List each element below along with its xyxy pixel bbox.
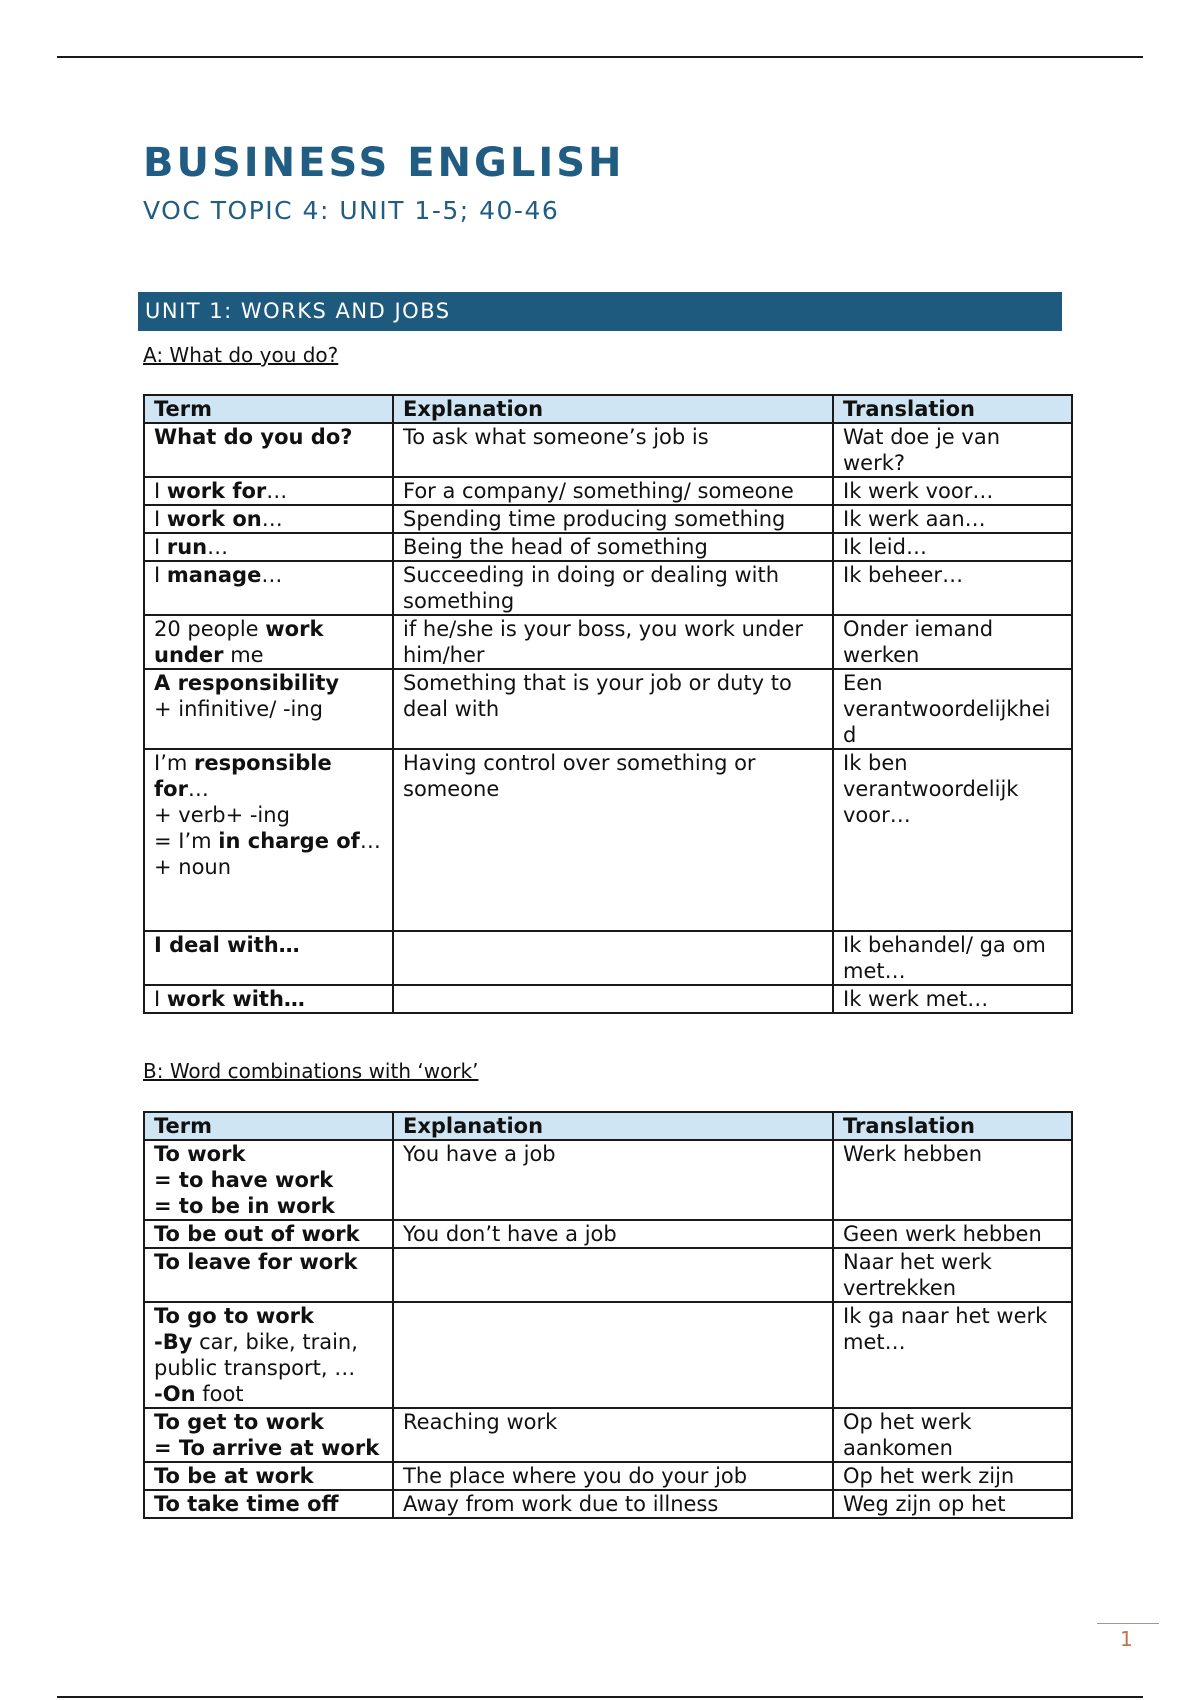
term-text: …: [187, 777, 209, 801]
term-cell: To be at work: [144, 1462, 393, 1490]
term-bold: = to be in work: [154, 1194, 335, 1218]
term-cell: To take time off: [144, 1490, 393, 1518]
explanation-cell: The place where you do your job: [393, 1462, 833, 1490]
explanation-cell: [393, 931, 833, 985]
translation-cell: Op het werk zijn: [833, 1462, 1072, 1490]
explanation-cell: Spending time producing something: [393, 505, 833, 533]
term-text: me: [223, 643, 264, 667]
translation-cell: Ik leid…: [833, 533, 1072, 561]
term-bold: responsible for: [154, 751, 332, 801]
table-header-row: [144, 1112, 1072, 1140]
section-b-table: [143, 1111, 1073, 1519]
table-row: [144, 1302, 1072, 1408]
term-text: = I’m: [154, 829, 219, 853]
term-cell: To be out of work: [144, 1220, 393, 1248]
table-row: [144, 1220, 1072, 1248]
term-text: I: [154, 563, 167, 587]
term-bold: -On: [154, 1382, 196, 1406]
table-header-row: [144, 395, 1072, 423]
table-row: [144, 931, 1072, 985]
term-text: I: [154, 479, 167, 503]
term-bold: in charge of: [218, 829, 360, 853]
explanation-cell: Having control over something or someone: [393, 749, 833, 931]
header-explanation: Explanation: [393, 1112, 833, 1140]
table-row: [144, 505, 1072, 533]
term-text: I: [154, 987, 167, 1011]
translation-cell: Weg zijn op het: [833, 1490, 1072, 1518]
term-text: …: [261, 563, 283, 587]
translation-cell: Een verantwoordelijkheid: [833, 669, 1072, 749]
translation-cell: Ik werk voor…: [833, 477, 1072, 505]
term-bold: To work: [154, 1142, 246, 1166]
translation-cell: Onder iemand werken: [833, 615, 1072, 669]
explanation-cell: Succeeding in doing or dealing with something: [393, 561, 833, 615]
translation-cell: Naar het werk vertrekken: [833, 1248, 1072, 1302]
translation-cell: Ik werk met…: [833, 985, 1072, 1013]
term-text: …: [207, 535, 229, 559]
footer-rule: [57, 1696, 1143, 1698]
section-a-label: A: What do you do?: [143, 343, 339, 367]
term-cell: [144, 505, 393, 533]
page-number: 1: [1120, 1627, 1133, 1651]
term-cell: [144, 1408, 393, 1462]
term-cell: [144, 477, 393, 505]
header-translation: Translation: [833, 395, 1072, 423]
term-cell: To leave for work: [144, 1248, 393, 1302]
table-row: [144, 533, 1072, 561]
term-text: I’m: [154, 751, 195, 775]
explanation-cell: Reaching work: [393, 1408, 833, 1462]
term-text: foot: [195, 1382, 244, 1406]
explanation-cell: For a company/ something/ someone: [393, 477, 833, 505]
term-cell: [144, 1302, 393, 1408]
header-term: Term: [144, 395, 393, 423]
document-subtitle: VOC TOPIC 4: UNIT 1-5; 40-46: [143, 196, 560, 225]
term-bold: = To arrive at work: [154, 1436, 380, 1460]
explanation-cell: if he/she is your boss, you work under him/her: [393, 615, 833, 669]
header-term: Term: [144, 1112, 393, 1140]
term-text: 20 people: [154, 617, 266, 641]
term-cell: [144, 615, 393, 669]
term-bold: run: [166, 535, 208, 559]
explanation-cell: [393, 1302, 833, 1408]
header-explanation: Explanation: [393, 395, 833, 423]
explanation-cell: [393, 1248, 833, 1302]
translation-cell: Geen werk hebben: [833, 1220, 1072, 1248]
unit-heading-banner: UNIT 1: WORKS AND JOBS: [138, 292, 1062, 331]
table-row: [144, 1248, 1072, 1302]
table-row: [144, 1462, 1072, 1490]
term-bold: -By: [154, 1330, 193, 1354]
table-row: [144, 669, 1072, 749]
term-bold: work on: [166, 507, 262, 531]
page-number-rule: [1097, 1623, 1159, 1624]
term-text: car, bike, train, public transport, …: [154, 1330, 358, 1380]
translation-cell: Ik behandel/ ga om met…: [833, 931, 1072, 985]
translation-cell: Ik beheer…: [833, 561, 1072, 615]
term-text: …: [359, 829, 381, 853]
term-text: + infinitive/ -ing: [154, 697, 324, 721]
term-cell: [144, 669, 393, 749]
term-cell: [144, 561, 393, 615]
header-translation: Translation: [833, 1112, 1072, 1140]
term-bold: work under: [154, 617, 324, 667]
section-a-table: [143, 394, 1073, 1014]
translation-cell: Op het werk aankomen: [833, 1408, 1072, 1462]
explanation-cell: Being the head of something: [393, 533, 833, 561]
term-text: + noun: [154, 855, 232, 879]
table-row: [144, 423, 1072, 477]
translation-cell: Ik ben verantwoordelijk voor…: [833, 749, 1072, 931]
term-bold: = to have work: [154, 1168, 334, 1192]
explanation-cell: [393, 985, 833, 1013]
term-text: I: [154, 507, 167, 531]
term-cell: [144, 749, 393, 931]
header-rule: [57, 56, 1143, 58]
table-row: [144, 1140, 1072, 1220]
explanation-cell: To ask what someone’s job is: [393, 423, 833, 477]
explanation-cell: You have a job: [393, 1140, 833, 1220]
table-row: [144, 1490, 1072, 1518]
term-text: I: [154, 535, 167, 559]
term-text: …: [266, 479, 288, 503]
table-row: [144, 749, 1072, 931]
section-b-label: B: Word combinations with ‘work’: [143, 1059, 479, 1083]
term-bold: To get to work: [154, 1410, 324, 1434]
term-bold: work for: [166, 479, 267, 503]
translation-cell: Ik ga naar het werk met…: [833, 1302, 1072, 1408]
table-row: [144, 561, 1072, 615]
term-cell: [144, 931, 393, 985]
term-bold: To go to work: [154, 1304, 314, 1328]
translation-cell: Wat doe je van werk?: [833, 423, 1072, 477]
explanation-cell: You don’t have a job: [393, 1220, 833, 1248]
term-cell: [144, 533, 393, 561]
term-bold: A responsibility: [154, 671, 340, 695]
table-row: [144, 985, 1072, 1013]
term-bold: I deal with…: [154, 933, 300, 957]
explanation-cell: Something that is your job or duty to deal with: [393, 669, 833, 749]
term-text: …: [261, 507, 283, 531]
table-row: [144, 477, 1072, 505]
translation-cell: Werk hebben: [833, 1140, 1072, 1220]
document-title: BUSINESS ENGLISH: [143, 140, 625, 186]
table-row: [144, 1408, 1072, 1462]
term-cell: [144, 1140, 393, 1220]
translation-cell: Ik werk aan…: [833, 505, 1072, 533]
explanation-cell: Away from work due to illness: [393, 1490, 833, 1518]
term-text: + verb+ -ing: [154, 803, 290, 827]
term-bold: What do you do?: [154, 425, 353, 449]
term-cell: [144, 423, 393, 477]
term-bold: manage: [166, 563, 262, 587]
term-bold: work with…: [166, 987, 305, 1011]
table-row: [144, 615, 1072, 669]
term-cell: [144, 985, 393, 1013]
